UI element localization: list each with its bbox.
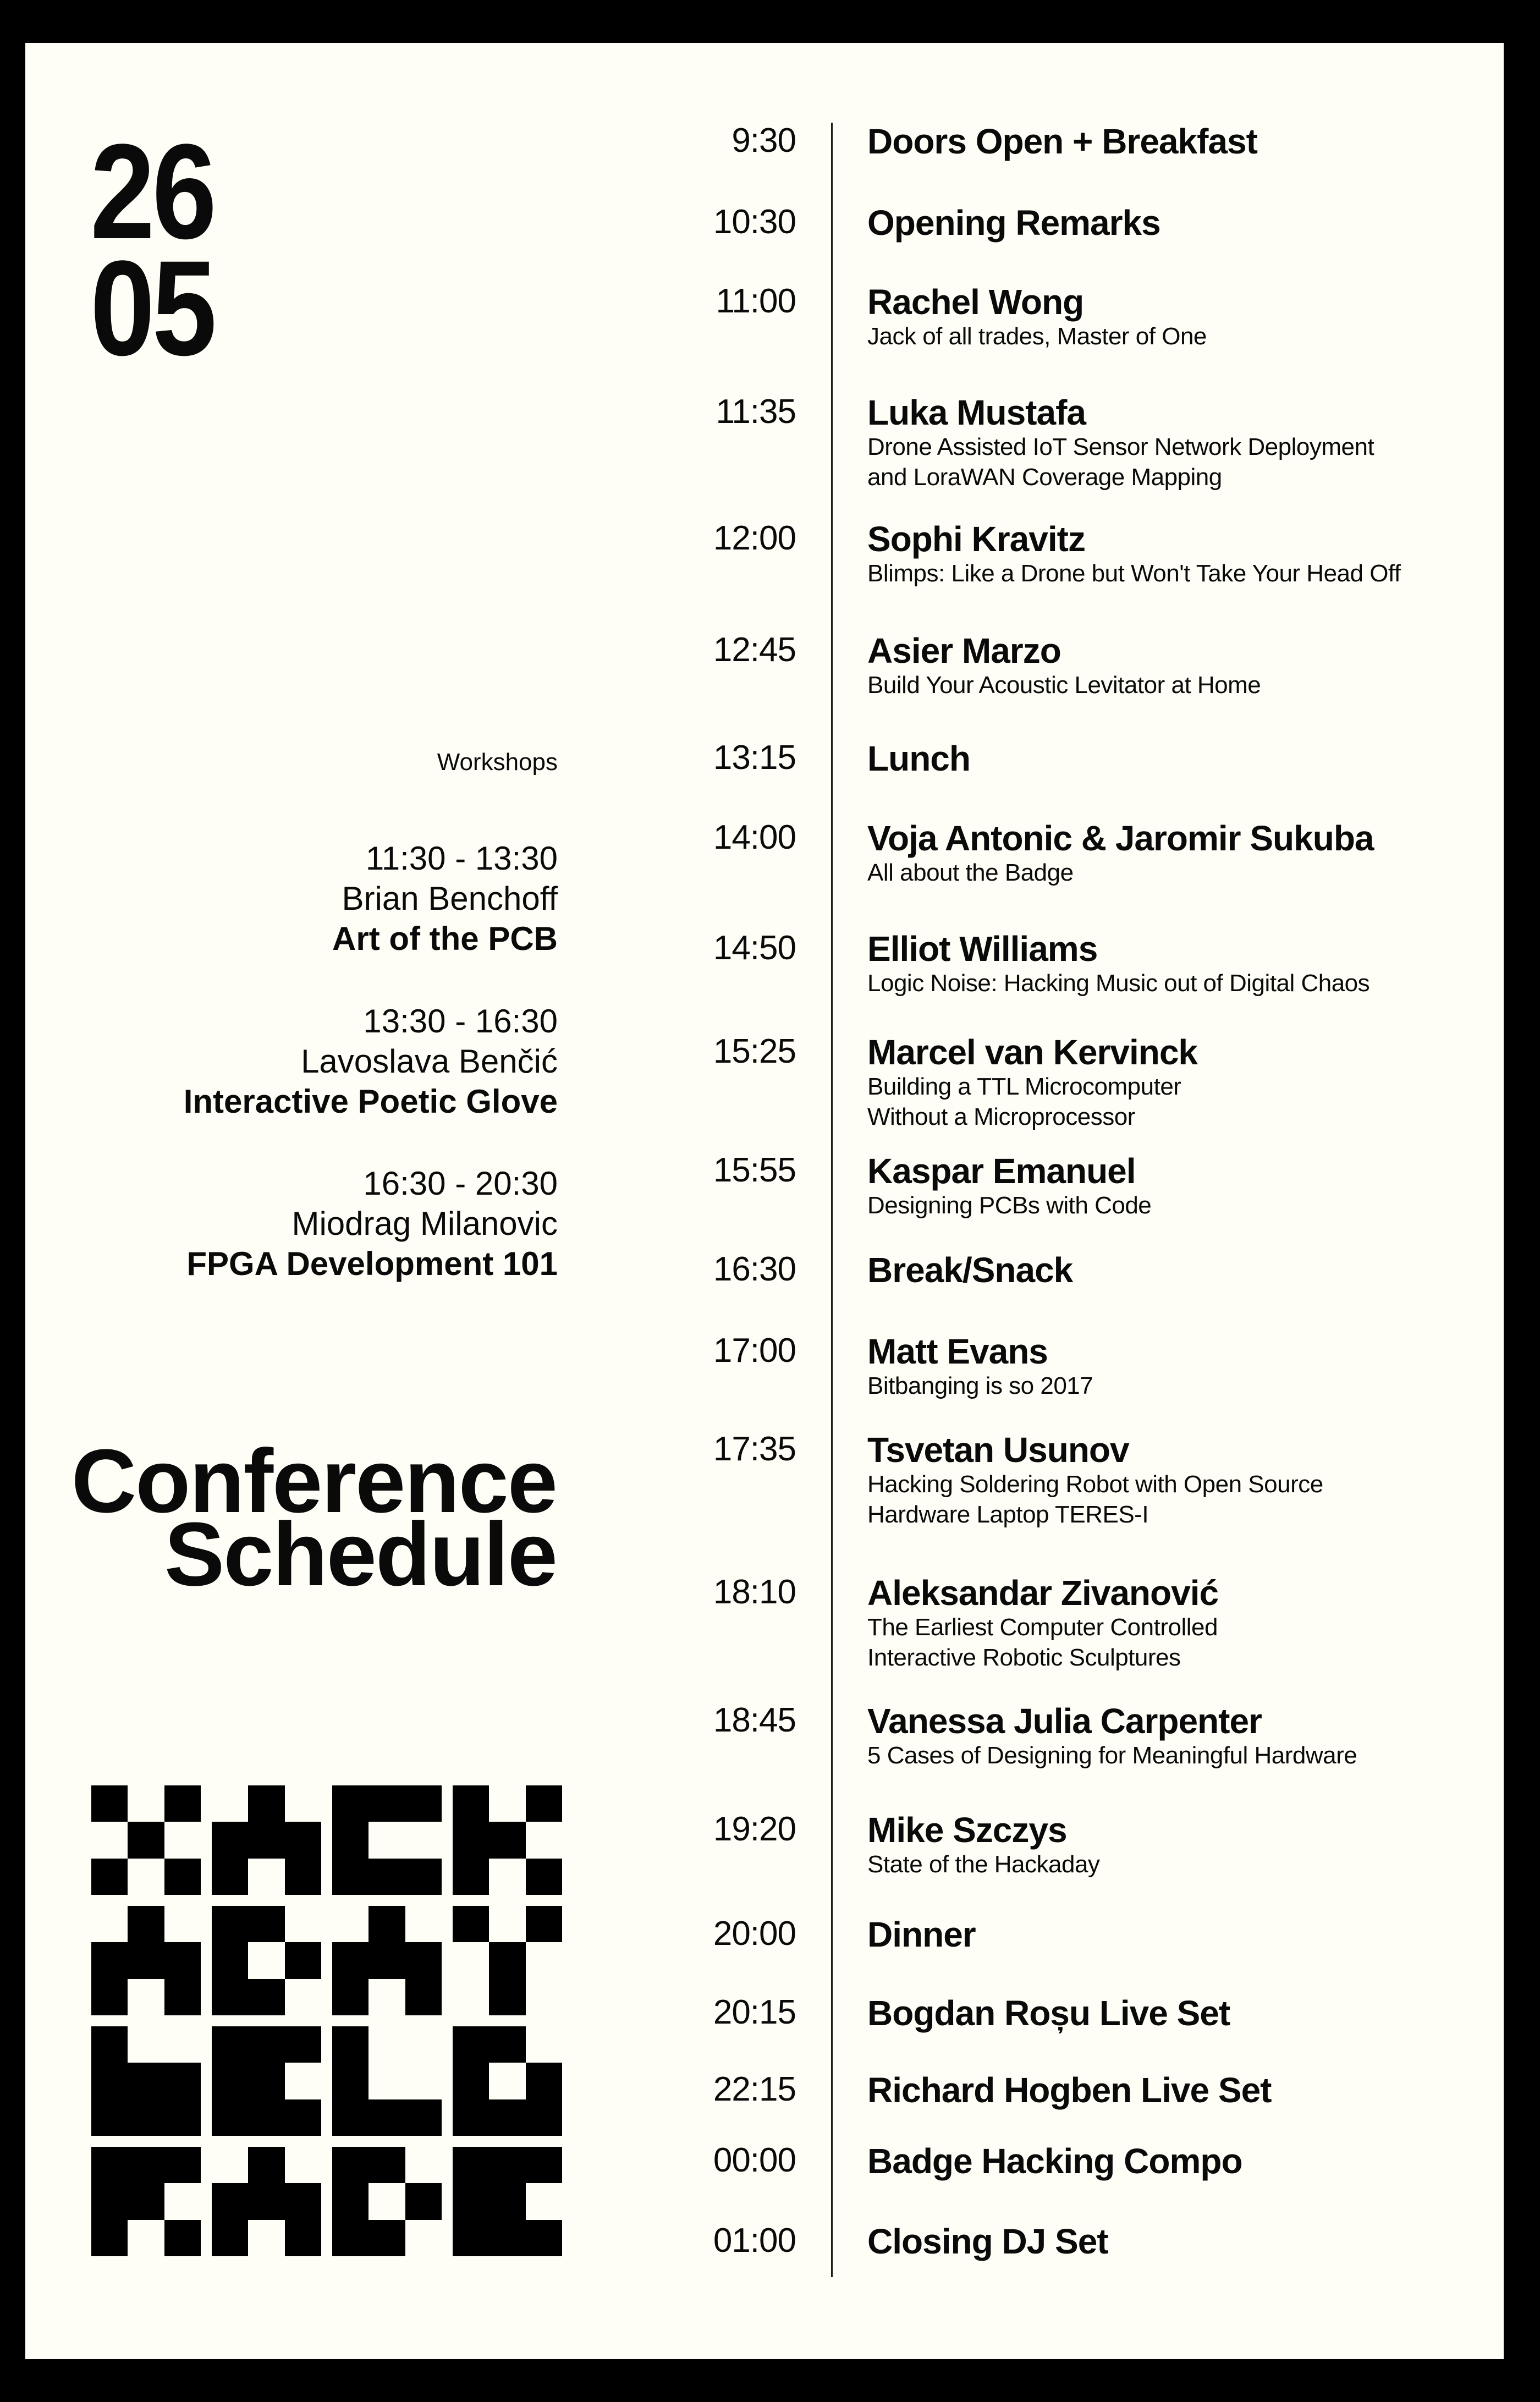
logo-pixel [489, 1822, 525, 1858]
logo-pixel [91, 2147, 128, 2183]
logo-pixel [91, 1785, 128, 1822]
workshop-title: Interactive Poetic Glove [183, 1083, 558, 1120]
logo-pixel [405, 1785, 442, 1822]
logo-pixel [369, 1942, 405, 1978]
schedule-subtitle: and LoraWAN Coverage Mapping [867, 464, 1222, 491]
logo-pixel [489, 2220, 525, 2256]
schedule-title: Bogdan Roșu Live Set [867, 1993, 1230, 2033]
schedule-title: Marcel van Kervinck [867, 1032, 1197, 1072]
logo-pixel [128, 1822, 164, 1858]
logo-pixel [285, 1859, 321, 1895]
logo-pixel [164, 2183, 201, 2219]
schedule-entry [867, 283, 1207, 351]
logo-pixel [164, 2063, 201, 2099]
schedule-title: Asier Marzo [867, 631, 1061, 670]
logo-pixel [405, 1906, 442, 1942]
logo-pixel [453, 2147, 489, 2183]
logo-pixel [453, 1859, 489, 1895]
logo-pixel [369, 2220, 405, 2256]
logo-pixel [128, 2220, 164, 2256]
logo-pixel [164, 1785, 201, 1822]
logo-pixel [91, 1822, 128, 1858]
logo-pixel [332, 1906, 369, 1942]
logo-pixel [332, 2063, 369, 2099]
logo-pixel [489, 2147, 525, 2183]
schedule-time: 11:00 [716, 282, 796, 320]
logo-pixel [526, 2220, 562, 2256]
hackaday-belgrade-logo [91, 1785, 562, 2256]
logo-pixel [248, 1822, 284, 1858]
logo-pixel [332, 1942, 369, 1978]
logo-pixel [526, 1906, 562, 1942]
logo-glyph-h [91, 1785, 201, 1895]
schedule-title: Break/Snack [867, 1250, 1073, 1290]
workshops-label: Workshops [437, 749, 558, 776]
schedule-time: 22:15 [713, 2070, 796, 2108]
workshop-item [186, 1163, 558, 1284]
logo-pixel [91, 2220, 128, 2256]
logo-glyph-c [332, 1785, 442, 1895]
schedule-title: Closing DJ Set [867, 2222, 1108, 2261]
schedule-title: Tsvetan Usunov [867, 1430, 1129, 1470]
schedule-entry [867, 1251, 1072, 1289]
schedule-entry [867, 1332, 1093, 1401]
logo-pixel [164, 1942, 201, 1978]
schedule-title: Voja Antonic & Jaromir Sukuba [867, 818, 1374, 858]
logo-pixel [453, 1822, 489, 1858]
logo-pixel [489, 2026, 525, 2063]
logo-pixel [405, 2147, 442, 2183]
logo-pixel [212, 1942, 248, 1978]
logo-pixel [248, 1785, 284, 1822]
schedule-time: 18:10 [713, 1573, 796, 1611]
logo-glyph-d [212, 1906, 321, 2015]
schedule-subtitle: State of the Hackaday [867, 1851, 1100, 1878]
schedule-time: 10:30 [713, 203, 796, 241]
logo-glyph-e [453, 2147, 562, 2256]
logo-pixel [91, 2099, 128, 2136]
logo-pixel [285, 1785, 321, 1822]
schedule-time: 11:35 [716, 393, 796, 431]
schedule-time: 19:20 [713, 1810, 796, 1848]
schedule-time: 9:30 [732, 122, 796, 160]
schedule-subtitle: Hardware Laptop TERES-I [867, 1501, 1149, 1528]
logo-pixel [332, 1785, 369, 1822]
logo-pixel [285, 1822, 321, 1858]
logo-pixel [91, 2063, 128, 2099]
logo-pixel [212, 2099, 248, 2136]
workshop-host: Lavoslava Benčić [301, 1043, 558, 1080]
logo-pixel [405, 1942, 442, 1978]
logo-pixel [128, 1906, 164, 1942]
logo-pixel [369, 1859, 405, 1895]
schedule-time: 14:50 [713, 929, 796, 967]
logo-pixel [405, 1859, 442, 1895]
logo-pixel [91, 1979, 128, 2015]
logo-pixel [212, 2063, 248, 2099]
logo-pixel [128, 2147, 164, 2183]
schedule-subtitle: Logic Noise: Hacking Music out of Digital Chaos [867, 970, 1370, 997]
logo-pixel [285, 1942, 321, 1978]
schedule-entry [867, 1033, 1197, 1132]
logo-pixel [285, 2147, 321, 2183]
logo-pixel [248, 1859, 284, 1895]
logo-pixel [489, 1979, 525, 2015]
logo-pixel [164, 1906, 201, 1942]
logo-pixel [248, 2183, 284, 2219]
logo-pixel [212, 1859, 248, 1895]
logo-pixel [526, 1979, 562, 2015]
logo-pixel [212, 1979, 248, 2015]
logo-glyph-a [91, 1906, 201, 2015]
logo-pixel [453, 2099, 489, 2136]
logo-pixel [248, 1906, 284, 1942]
logo-pixel [128, 1859, 164, 1895]
logo-pixel [526, 1785, 562, 1822]
workshop-host: Brian Benchoff [342, 880, 558, 917]
logo-pixel [248, 2220, 284, 2256]
schedule-entry [867, 1811, 1099, 1879]
logo-pixel [369, 1785, 405, 1822]
schedule-title: Opening Remarks [867, 203, 1160, 243]
schedule-entry [867, 1574, 1218, 1673]
schedule-entry [867, 2142, 1242, 2180]
logo-pixel [164, 2220, 201, 2256]
schedule-title: Lunch [867, 739, 970, 778]
schedule-entry [867, 930, 1370, 998]
timeline-divider [831, 123, 833, 2277]
logo-pixel [453, 1906, 489, 1942]
logo-pixel [128, 2026, 164, 2063]
schedule-entry [867, 631, 1261, 700]
logo-pixel [489, 2183, 525, 2219]
date-month: 05 [90, 233, 215, 384]
schedule-title: Sophi Kravitz [867, 519, 1085, 559]
schedule-subtitle: Blimps: Like a Drone but Won't Take Your Head Off [867, 560, 1401, 587]
schedule-time: 17:35 [713, 1430, 796, 1468]
logo-pixel [332, 2183, 369, 2219]
logo-pixel [489, 1785, 525, 1822]
logo-pixel [164, 2099, 201, 2136]
schedule-title: Richard Hogben Live Set [867, 2070, 1272, 2110]
schedule-subtitle: Build Your Acoustic Levitator at Home [867, 672, 1261, 699]
schedule-time: 00:00 [713, 2141, 796, 2179]
workshop-time: 13:30 - 16:30 [363, 1003, 558, 1040]
schedule-poster [25, 43, 1504, 2359]
logo-pixel [453, 1942, 489, 1978]
logo-pixel [164, 2147, 201, 2183]
logo-pixel [453, 1785, 489, 1822]
schedule-title: Luka Mustafa [867, 393, 1086, 432]
schedule-time: 17:00 [713, 1332, 796, 1370]
logo-pixel [164, 1979, 201, 2015]
logo-pixel [128, 1979, 164, 2015]
logo-pixel [526, 2183, 562, 2219]
logo-glyph-d [332, 2147, 442, 2256]
logo-pixel [369, 1906, 405, 1942]
schedule-title: Vanessa Julia Carpenter [867, 1701, 1262, 1741]
logo-pixel [369, 2026, 405, 2063]
logo-pixel [526, 2026, 562, 2063]
schedule-entry [867, 1702, 1357, 1771]
logo-pixel [369, 1979, 405, 2015]
logo-pixel [369, 2099, 405, 2136]
logo-pixel [164, 2026, 201, 2063]
schedule-entry [867, 204, 1160, 242]
workshop-time: 16:30 - 20:30 [363, 1165, 558, 1202]
logo-pixel [489, 1942, 525, 1978]
logo-pixel [248, 2063, 284, 2099]
logo-pixel [332, 1859, 369, 1895]
logo-pixel [405, 2220, 442, 2256]
logo-pixel [369, 1822, 405, 1858]
logo-pixel [212, 2147, 248, 2183]
schedule-time: 12:00 [713, 519, 796, 557]
schedule-title: Matt Evans [867, 1332, 1048, 1371]
schedule-subtitle: Jack of all trades, Master of One [867, 323, 1207, 350]
logo-pixel [212, 2026, 248, 2063]
logo-glyph-k [453, 1785, 562, 1895]
schedule-subtitle: 5 Cases of Designing for Meaningful Hardware [867, 1742, 1357, 1769]
logo-pixel [91, 1906, 128, 1942]
schedule-title: Dinner [867, 1915, 976, 1954]
logo-pixel [369, 2063, 405, 2099]
logo-pixel [212, 2220, 248, 2256]
logo-pixel [128, 1785, 164, 1822]
schedule-entry [867, 393, 1374, 492]
logo-pixel [526, 2099, 562, 2136]
schedule-subtitle: Building a TTL Microcomputer [867, 1073, 1181, 1100]
logo-pixel [332, 1822, 369, 1858]
logo-pixel [91, 1859, 128, 1895]
logo-pixel [91, 1942, 128, 1978]
schedule-subtitle: Drone Assisted IoT Sensor Network Deployment [867, 433, 1374, 460]
logo-pixel [285, 2099, 321, 2136]
logo-glyph-a [212, 2147, 321, 2256]
schedule-time: 18:45 [713, 1701, 796, 1739]
logo-pixel [489, 1906, 525, 1942]
schedule-time: 14:00 [713, 818, 796, 856]
logo-glyph-a [212, 1785, 321, 1895]
schedule-subtitle: All about the Badge [867, 859, 1074, 886]
logo-pixel [526, 2147, 562, 2183]
logo-pixel [526, 1822, 562, 1858]
logo-pixel [526, 1942, 562, 1978]
logo-pixel [453, 2183, 489, 2219]
logo-pixel [453, 2063, 489, 2099]
logo-glyph-e [212, 2026, 321, 2136]
schedule-subtitle: Without a Microprocessor [867, 1103, 1135, 1130]
workshop-item [332, 838, 558, 959]
workshop-title: FPGA Development 101 [186, 1245, 558, 1282]
schedule-time: 15:55 [713, 1151, 796, 1189]
logo-glyph-a [332, 1906, 442, 2015]
page-title-line2: Schedule [164, 1504, 557, 1604]
schedule-entry [867, 520, 1401, 589]
logo-pixel [285, 1979, 321, 2015]
logo-pixel [332, 2099, 369, 2136]
schedule-time: 20:15 [713, 1993, 796, 2031]
workshop-item [184, 1001, 558, 1122]
schedule-subtitle: The Earliest Computer Controlled [867, 1614, 1218, 1641]
schedule-title: Rachel Wong [867, 282, 1084, 322]
schedule-title: Badge Hacking Compo [867, 2141, 1242, 2181]
logo-pixel [453, 2220, 489, 2256]
schedule-entry [867, 1431, 1323, 1530]
logo-glyph-g [453, 2026, 562, 2136]
logo-pixel [285, 2183, 321, 2219]
schedule-title: Elliot Williams [867, 929, 1098, 969]
logo-pixel [526, 2063, 562, 2099]
logo-pixel [405, 1979, 442, 2015]
page-title-line1: Conference [71, 1431, 557, 1531]
logo-pixel [91, 2026, 128, 2063]
logo-pixel [212, 1822, 248, 1858]
schedule-entry [867, 2222, 1108, 2261]
logo-pixel [128, 1942, 164, 1978]
schedule-entry [867, 122, 1257, 161]
logo-pixel [332, 2220, 369, 2256]
logo-pixel [489, 1859, 525, 1895]
schedule-title: Aleksandar Zivanović [867, 1573, 1219, 1613]
logo-pixel [248, 1979, 284, 2015]
schedule-subtitle: Hacking Soldering Robot with Open Source [867, 1471, 1323, 1498]
schedule-time: 01:00 [713, 2222, 796, 2260]
page-title [71, 1431, 557, 1604]
logo-glyph-b [91, 2026, 201, 2136]
logo-pixel [285, 2063, 321, 2099]
date-day: 26 [90, 116, 215, 267]
workshop-time: 11:30 - 13:30 [365, 840, 558, 877]
logo-pixel [248, 2147, 284, 2183]
logo-pixel [164, 1859, 201, 1895]
logo-pixel [128, 2063, 164, 2099]
logo-pixel [164, 1822, 201, 1858]
logo-pixel [128, 2183, 164, 2219]
schedule-entry [867, 2071, 1271, 2109]
logo-pixel [369, 2183, 405, 2219]
workshop-host: Miodrag Milanovic [292, 1205, 558, 1242]
logo-pixel [453, 1979, 489, 2015]
logo-glyph-y [453, 1906, 562, 2015]
schedule-time: 13:15 [713, 739, 796, 777]
schedule-subtitle: Designing PCBs with Code [867, 1192, 1152, 1219]
schedule-title: Doors Open + Breakfast [867, 122, 1257, 161]
schedule-time: 12:45 [713, 631, 796, 669]
schedule-time: 15:25 [713, 1032, 796, 1070]
schedule-time: 20:00 [713, 1915, 796, 1953]
logo-pixel [405, 1822, 442, 1858]
schedule-entry [867, 1994, 1230, 2032]
logo-pixel [332, 1979, 369, 2015]
logo-pixel [489, 2063, 525, 2099]
logo-pixel [332, 2147, 369, 2183]
workshop-title: Art of the PCB [332, 920, 558, 957]
schedule-entry [867, 1915, 976, 1954]
logo-glyph-l [332, 2026, 442, 2136]
logo-pixel [369, 2147, 405, 2183]
logo-pixel [91, 2183, 128, 2219]
logo-pixel [453, 2026, 489, 2063]
logo-pixel [128, 2099, 164, 2136]
schedule-title: Mike Szczys [867, 1810, 1067, 1850]
logo-pixel [285, 1906, 321, 1942]
logo-pixel [332, 2026, 369, 2063]
logo-pixel [248, 1942, 284, 1978]
logo-glyph-r [91, 2147, 201, 2256]
schedule-subtitle: Interactive Robotic Sculptures [867, 1644, 1181, 1671]
logo-pixel [405, 2099, 442, 2136]
logo-pixel [285, 2026, 321, 2063]
logo-pixel [405, 2063, 442, 2099]
logo-pixel [489, 2099, 525, 2136]
schedule-entry [867, 739, 970, 778]
logo-pixel [526, 1859, 562, 1895]
logo-pixel [212, 1906, 248, 1942]
logo-pixel [212, 1785, 248, 1822]
logo-pixel [405, 2026, 442, 2063]
schedule-entry [867, 1152, 1151, 1221]
schedule-subtitle: Bitbanging is so 2017 [867, 1372, 1093, 1399]
logo-pixel [248, 2099, 284, 2136]
schedule-title: Kaspar Emanuel [867, 1151, 1136, 1191]
logo-pixel [212, 2183, 248, 2219]
schedule-time: 16:30 [713, 1250, 796, 1288]
logo-pixel [285, 2220, 321, 2256]
schedule-entry [867, 819, 1374, 888]
logo-pixel [405, 2183, 442, 2219]
logo-pixel [248, 2026, 284, 2063]
